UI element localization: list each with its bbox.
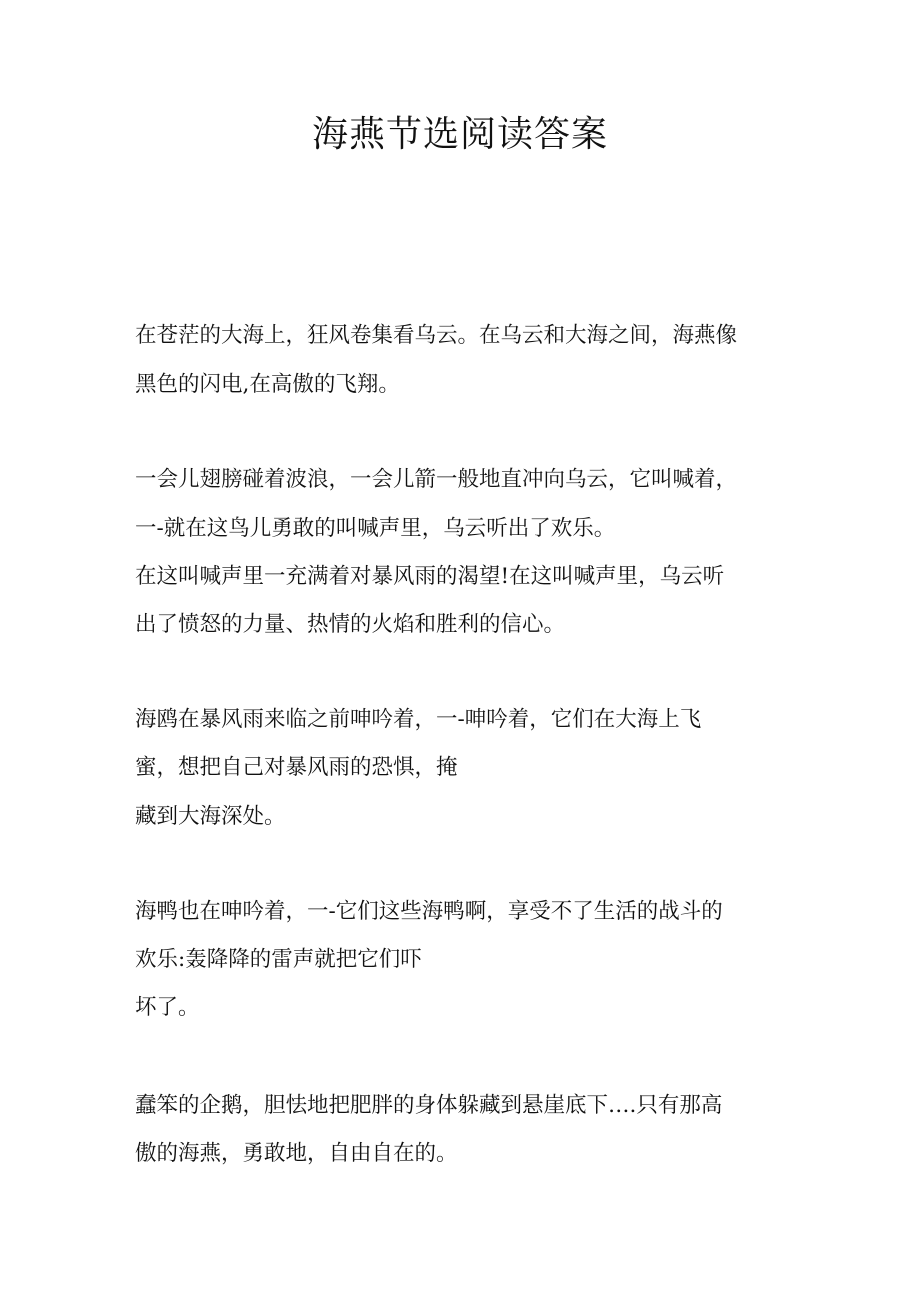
- text-line: 坏了。: [135, 995, 200, 1020]
- text-line: 在这叫喊声里一充满着对暴风雨的渴望!在这叫喊声里，乌云听: [135, 564, 725, 589]
- text-line: 出了愤怒的力量、热情的火焰和胜利的信心。: [135, 612, 566, 637]
- text-line: 蜜，想把自己对暴风雨的恐惧，掩: [135, 755, 458, 780]
- text-line: 海鸭也在呻吟着，一-它们这些海鸭啊，享受不了生活的战斗的: [135, 899, 723, 924]
- text-line: 傲的海燕，勇敢地，自由自在的。: [135, 1141, 458, 1166]
- text-line: 一-就在这鸟儿勇敢的叫喊声里，乌云听出了欢乐。: [135, 516, 616, 541]
- text-line: 藏到大海深处。: [135, 804, 286, 829]
- document-title: 海燕节选阅读答案: [311, 114, 608, 155]
- text-line: 一会儿翅膀碰着波浪，一会儿箭一般地直冲向乌云，它叫喊着，: [135, 467, 738, 492]
- text-line: 在苍茫的大海上，狂风卷集看乌云。在乌云和大海之间，海燕像: [135, 323, 738, 348]
- text-line: 海鸥在暴风雨来临之前呻吟着，一-呻吟着，它们在大海上飞: [135, 707, 702, 732]
- text-line: 欢乐:轰降降的雷声就把它们吓: [135, 947, 422, 972]
- text-line: 黑色的闪电,在高傲的飞翔。: [135, 372, 400, 397]
- text-line: 蠢笨的企鹅，胆怯地把肥胖的身体躲藏到悬崖底下….只有那高: [135, 1093, 723, 1118]
